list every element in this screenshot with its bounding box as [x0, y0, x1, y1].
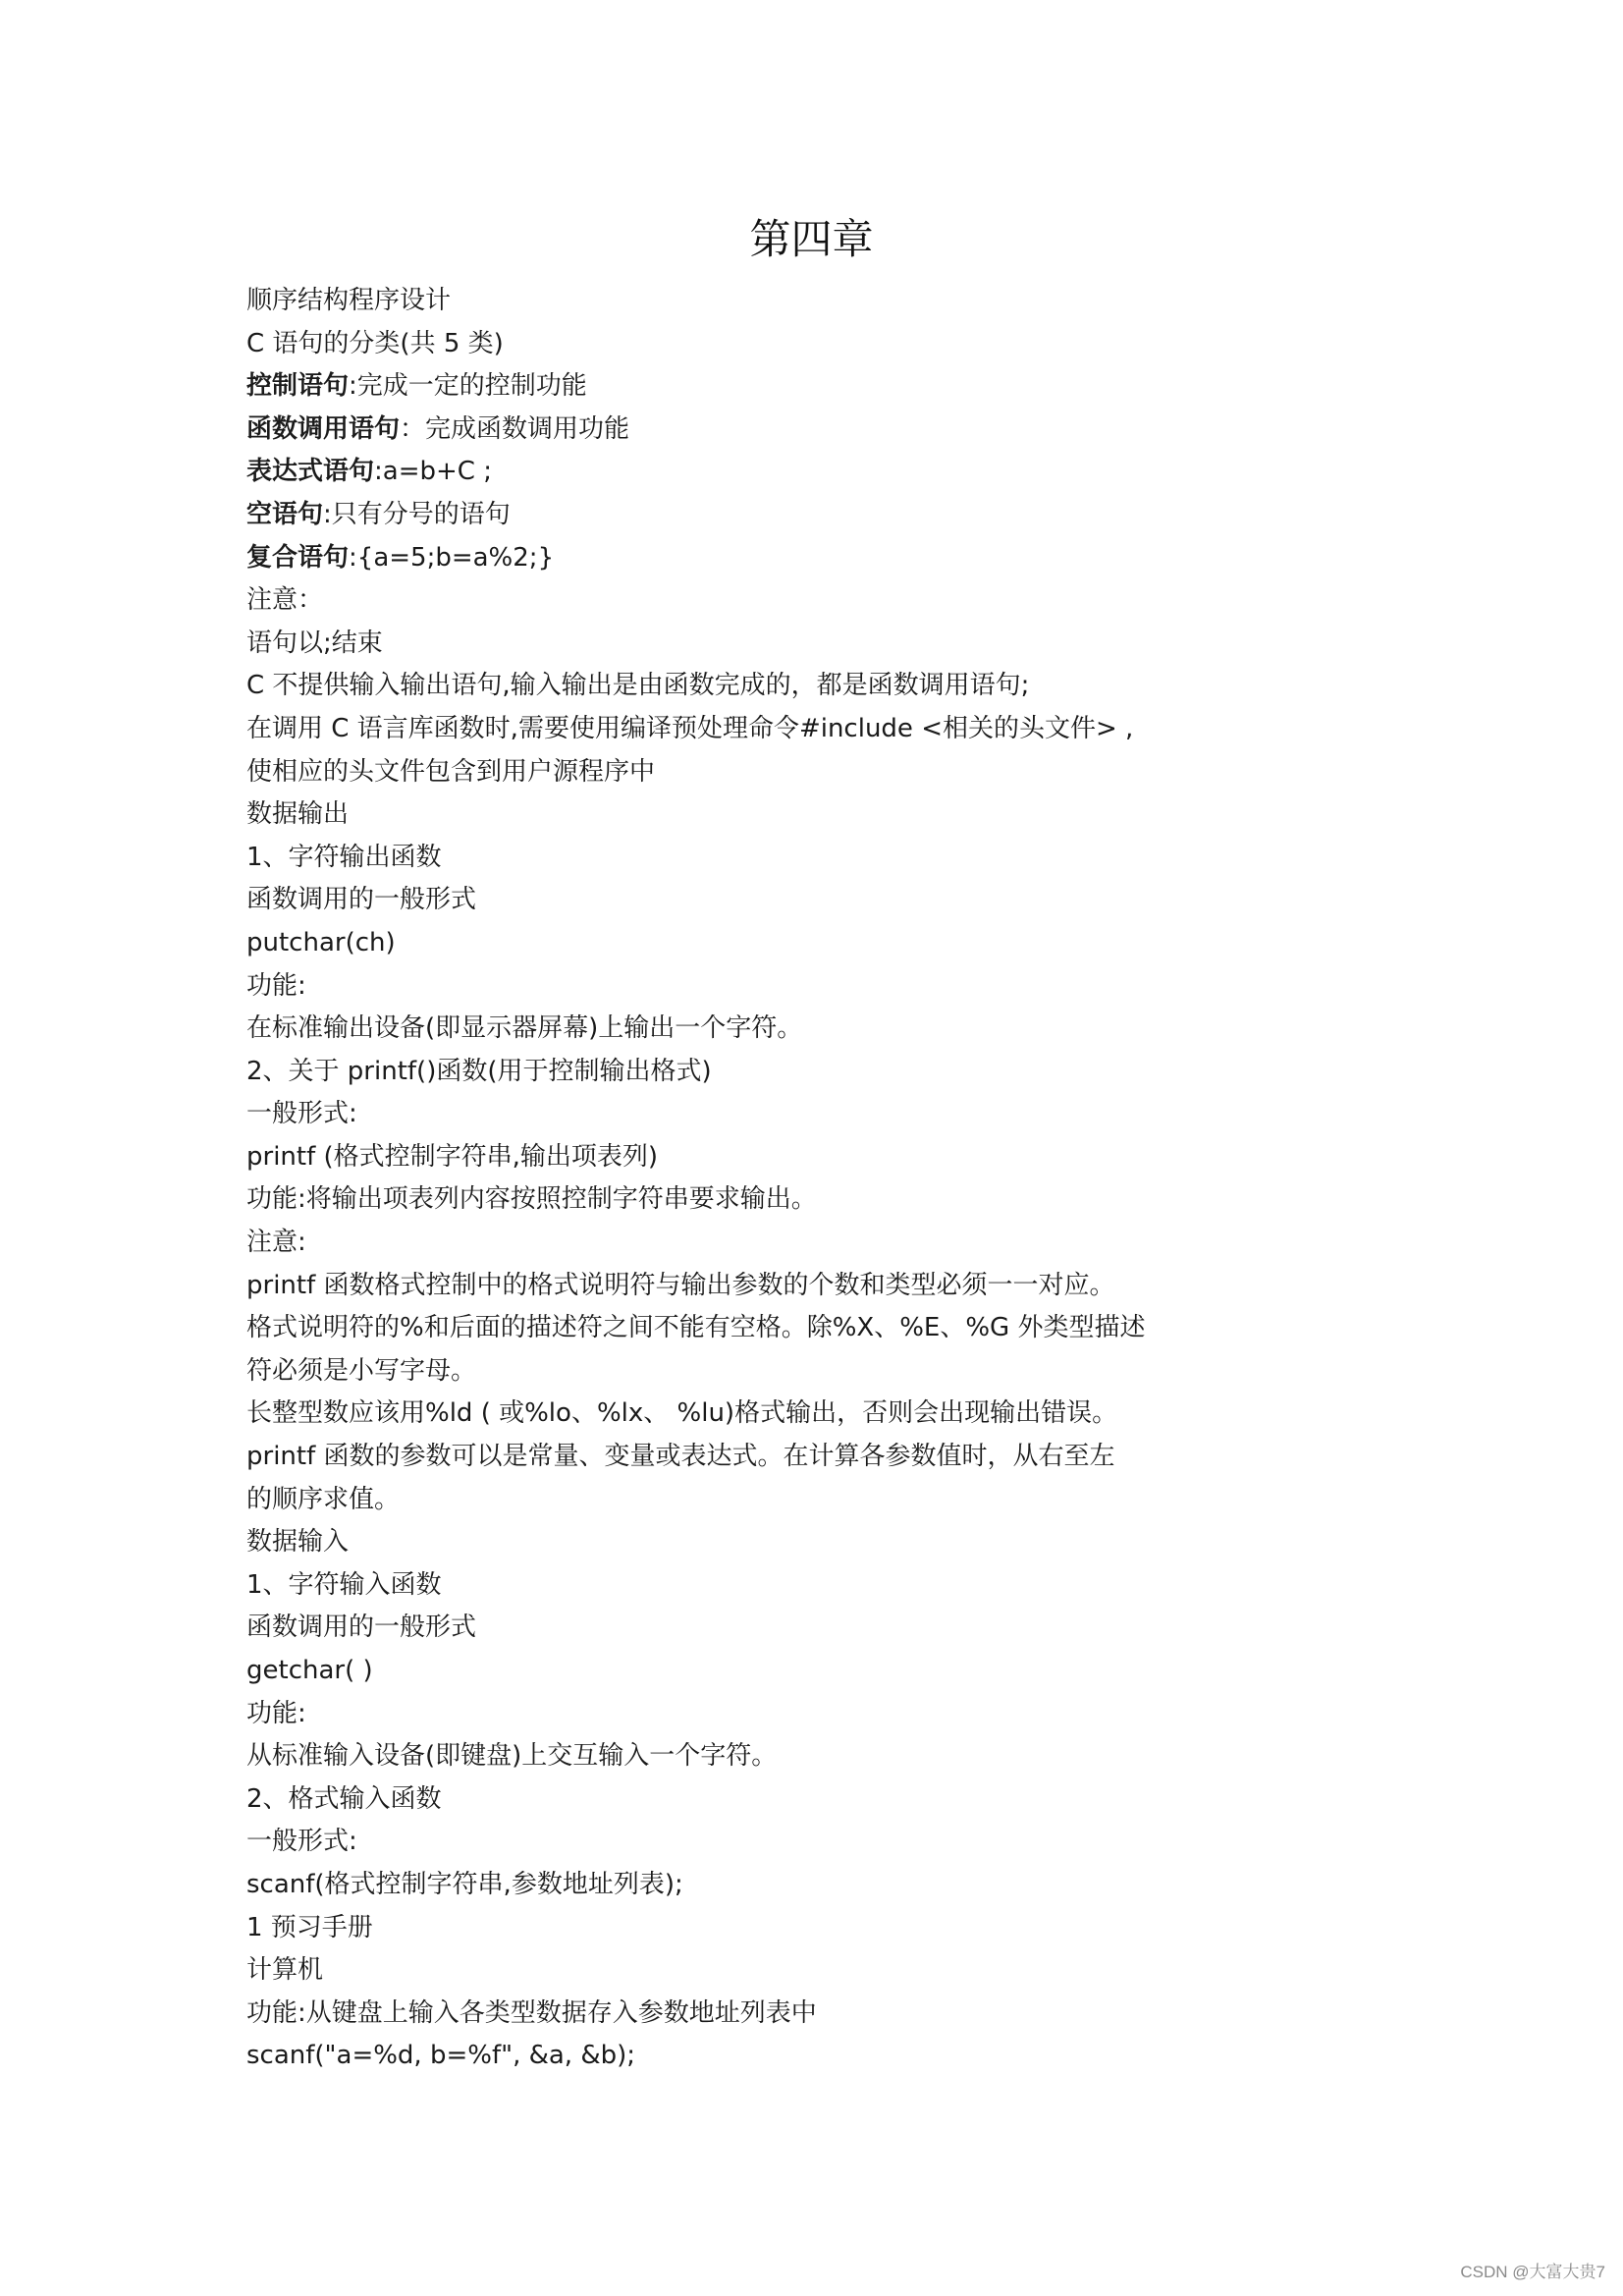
line-text: 注意： [246, 585, 324, 616]
line-text: 功能: [246, 1698, 306, 1728]
text-line [246, 1693, 1248, 1736]
text-line [246, 665, 1248, 708]
line-text: 1、字符输入函数 [246, 1569, 442, 1600]
line-text: 1 预习手册 [246, 1912, 373, 1942]
line-text: 在标准输出设备(即显示器屏幕)上输出一个字符。 [246, 1013, 803, 1044]
line-text: 注意: [246, 1228, 306, 1258]
text-line [246, 1436, 1248, 1479]
line-text: ：完成函数调用功能 [400, 413, 630, 444]
line-text: 顺序结构程序设计 [246, 286, 452, 315]
line-text: 功能: [246, 970, 306, 1001]
line-text: 格式说明符的%和后面的描述符之间不能有空格。除%X、%E、%G 外类型描述 [246, 1313, 1146, 1343]
text-line [246, 1864, 1248, 1907]
statement-label: 表达式语句 [246, 457, 375, 487]
line-text: 函数调用的一般形式 [246, 885, 477, 915]
text-line [246, 2035, 1248, 2078]
statement-label: 函数调用语句 [246, 413, 401, 444]
line-text: 从标准输入设备(即键盘)上交互输入一个字符。 [246, 1741, 778, 1772]
statement-label: 复合语句 [246, 542, 350, 573]
statement-label: 控制语句 [246, 371, 350, 402]
text-line [246, 1136, 1248, 1179]
line-text: printf (格式控制字符串,输出项表列) [246, 1141, 659, 1172]
line-text: scanf("a=%d, b=%f", &a, &b); [246, 2041, 636, 2071]
line-text: :只有分号的语句 [323, 499, 511, 529]
line-text: 数据输出 [246, 799, 350, 830]
line-text: 的顺序求值。 [246, 1484, 401, 1514]
line-text: :{a=5;b=a%2;} [349, 542, 555, 573]
text-line [246, 922, 1248, 965]
text-line [246, 409, 1248, 452]
document-body [246, 280, 1248, 2078]
text-line [246, 1650, 1248, 1693]
line-text: 2、关于 printf()函数(用于控制输出格式) [246, 1056, 712, 1086]
line-text: 功能:将输出项表列内容按照控制字符串要求输出。 [246, 1184, 817, 1215]
line-text: 数据输入 [246, 1527, 350, 1558]
line-text: C 语句的分类(共 5 类) [246, 328, 504, 358]
text-line [246, 1222, 1248, 1265]
text-line [246, 1521, 1248, 1564]
text-line [246, 1949, 1248, 1993]
line-text: 符必须是小写字母。 [246, 1355, 477, 1386]
text-line [246, 1350, 1248, 1394]
text-line [246, 365, 1248, 409]
line-text: 2、格式输入函数 [246, 1783, 442, 1814]
text-line [246, 1607, 1248, 1650]
line-text: :完成一定的控制功能 [349, 371, 587, 402]
text-line [246, 494, 1248, 537]
text-line [246, 879, 1248, 922]
text-line [246, 1735, 1248, 1778]
line-text: 功能:从键盘上输入各类型数据存入参数地址列表中 [246, 1997, 817, 2028]
text-line [246, 708, 1248, 751]
csdn-watermark: CSDN @大富大贵7 [1460, 2263, 1605, 2281]
line-text: scanf(格式控制字符串,参数地址列表); [246, 1869, 683, 1899]
text-line [246, 451, 1248, 494]
text-line [246, 965, 1248, 1009]
line-text: getchar( ) [246, 1656, 373, 1685]
text-line [246, 323, 1248, 366]
text-line [246, 537, 1248, 580]
line-text: 函数调用的一般形式 [246, 1613, 477, 1643]
text-line [246, 1008, 1248, 1051]
line-text: 1、字符输出函数 [246, 842, 442, 872]
text-line [246, 837, 1248, 880]
line-text: :a=b+C ; [374, 457, 492, 487]
text-line [246, 1778, 1248, 1822]
text-line [246, 1993, 1248, 2036]
text-line [246, 1821, 1248, 1864]
text-line [246, 751, 1248, 794]
text-line [246, 1178, 1248, 1222]
line-text: 长整型数应该用%ld ( 或%lo、%lx、 %lu)格式输出，否则会出现输出错误。 [246, 1398, 1118, 1429]
text-line [246, 1051, 1248, 1094]
text-line [246, 623, 1248, 666]
line-text: printf 函数的参数可以是常量、变量或表达式。在计算各参数值时，从右至左 [246, 1442, 1115, 1472]
text-line [246, 1393, 1248, 1436]
line-text: printf 函数格式控制中的格式说明符与输出参数的个数和类型必须一一对应。 [246, 1270, 1115, 1300]
line-text: 一般形式: [246, 1099, 357, 1129]
text-line [246, 1564, 1248, 1608]
text-line [246, 1265, 1248, 1308]
line-text: putchar(ch) [246, 927, 396, 957]
text-line [246, 1479, 1248, 1522]
line-text: 在调用 C 语言库函数时,需要使用编译预处理命令#include <相关的头文件> , [246, 713, 1134, 743]
line-text: 使相应的头文件包含到用户源程序中 [246, 756, 656, 787]
chapter-title: 第四章 [749, 215, 874, 263]
line-text: 语句以;结束 [246, 628, 383, 658]
text-line [246, 1307, 1248, 1350]
text-line [246, 579, 1248, 623]
text-line [246, 1093, 1248, 1136]
text-line [246, 280, 1248, 323]
text-line [246, 793, 1248, 837]
statement-label: 空语句 [246, 499, 324, 529]
line-text: 一般形式: [246, 1827, 357, 1857]
line-text: C 不提供输入输出语句,输入输出是由函数完成的，都是函数调用语句; [246, 671, 1030, 701]
line-text: 计算机 [246, 1955, 324, 1986]
text-line [246, 1907, 1248, 1950]
